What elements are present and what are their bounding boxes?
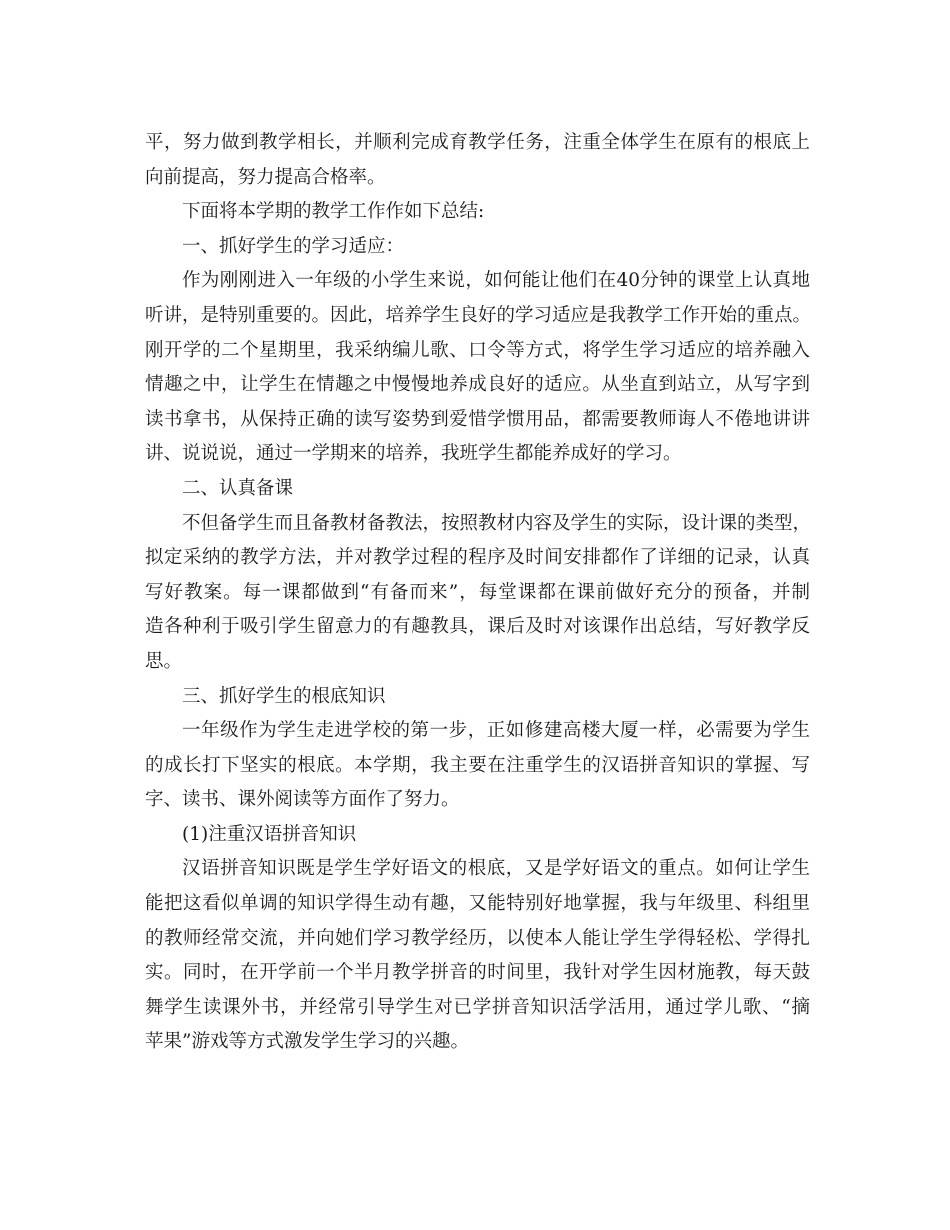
text-line: 作为刚刚进入一年级的小学生来说，如何能让他们在40分钟的课堂上认真地	[182, 270, 810, 292]
text-line: 汉语拼音知识既是学生学好语文的根底，又是学好语文的重点。如何让学生	[182, 858, 810, 880]
section-heading: 三、抓好学生的根底知识	[182, 685, 386, 707]
text-line: 能把这看似单调的知识学得生动有趣，又能特别好地掌握，我与年级里、科组里	[145, 893, 810, 915]
text-line: 思。	[145, 650, 183, 672]
text-line: 拟定采纳的教学方法，并对教学过程的程序及时间安排都作了详细的记录，认真	[145, 547, 810, 569]
text-line: 的成长打下坚实的根底。本学期，我主要在注重学生的汉语拼音知识的掌握、写	[145, 754, 810, 776]
document-body	[145, 126, 810, 1060]
text-line: 讲、说说说，通过一学期来的培养，我班学生都能养成好的学习。	[145, 443, 682, 465]
text-line: 一年级作为学生走进学校的第一步，正如修建高楼大厦一样，必需要为学生	[182, 720, 810, 742]
text-line: 舞学生读课外书，并经常引导学生对已学拼音知识活学活用，通过学儿歌、“摘	[145, 996, 810, 1018]
text-line: 刚开学的二个星期里，我采纳编儿歌、口令等方式，将学生学习适应的培养融入	[145, 339, 810, 361]
subsection-heading: (1)注重汉语拼音知识	[182, 823, 357, 845]
text-line: 实。同时，在开学前一个半月教学拼音的时间里，我针对学生因材施教，每天鼓	[145, 962, 810, 984]
text-line: 听讲，是特别重要的。因此，培养学生良好的学习适应是我教学工作开始的重点。	[145, 304, 812, 326]
text-line: 不但备学生而且备教材备教法，按照教材内容及学生的实际，设计课的类型，	[182, 512, 812, 534]
text-line: 下面将本学期的教学工作作如下总结:	[182, 201, 485, 223]
text-line: 的教师经常交流，并向她们学习教学经历，以使本人能让学生学得轻松、学得扎	[145, 927, 810, 949]
text-line: 平，努力做到教学相长，并顺利完成育教学任务，注重全体学生在原有的根底上	[145, 132, 810, 153]
text-line: 情趣之中，让学生在情趣之中慢慢地养成良好的适应。从坐直到站立，从写字到	[145, 374, 810, 396]
text-line: 读书拿书，从保持正确的读写姿势到爱惜学惯用品，都需要教师诲人不倦地讲讲	[145, 408, 810, 430]
text-line: 向前提高，努力提高合格率。	[145, 166, 386, 188]
section-heading: 二、认真备课	[182, 477, 294, 499]
text-line: 字、读书、课外阅读等方面作了努力。	[145, 789, 460, 811]
section-heading: 一、抓好学生的学习适应：	[182, 235, 405, 257]
text-line: 写好教案。每一课都做到“有备而来”，每堂课都在课前做好充分的预备，并制	[145, 581, 810, 603]
text-line: 造各种利于吸引学生留意力的有趣教具，课后及时对该课作出总结，写好教学反	[145, 616, 810, 638]
text-line: 苹果”游戏等方式激发学生学习的兴趣。	[145, 1031, 469, 1053]
